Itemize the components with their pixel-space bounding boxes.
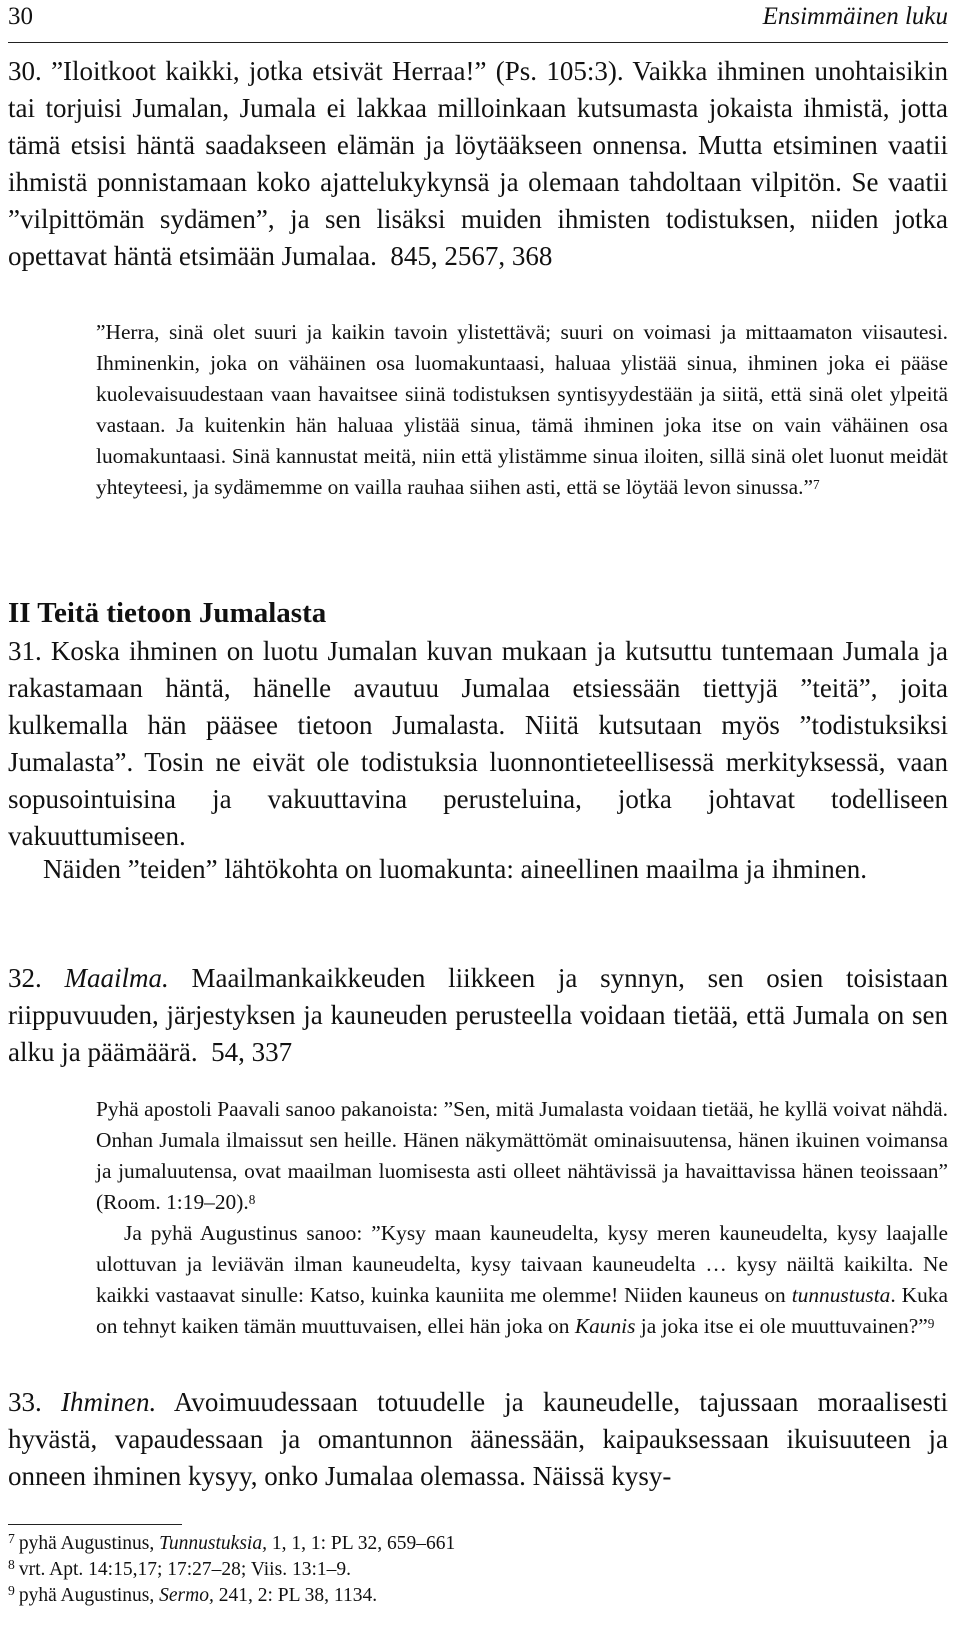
paragraph-33-number: 33. (8, 1387, 42, 1417)
paragraph-30-text: 30. ”Iloitkoot kaikki, jotka etsivät Herraa!” (Ps. 105:3). Vaikka ihminen unohtaisikin tai torjuisi Jumalan, Jumala ei lakkaa milloinkaan kutsumasta jokaista ihmistä, jotta tämä etsisi häntä saadakseen elämän ja löytääkseen onnensa. Mutta etsiminen vaatii ihmistä ponnistamaan koko ajattelukykynsä ja olemaan tahdoltaan vilpitön. Se vaatii ”vilpittömän sydämen”, ja sen lisäksi muiden ihmisten todistuksen, niiden jotka opettavat häntä etsimään Jumalaa. (8, 56, 948, 271)
running-header (8, 0, 948, 43)
chapter-title: Ensimmäinen luku (762, 3, 948, 30)
paragraph-32-number: 32. (8, 963, 42, 993)
footnote-text-end: 241, 2: PL 38, 1134. (218, 1585, 378, 1606)
page-number: 30 (8, 3, 33, 30)
quote-32-augustine (96, 1218, 948, 1342)
footnote-number: 7 (8, 1530, 15, 1546)
paragraph-32-refs: 54, 337 (211, 1037, 293, 1067)
quote-32-paul-text: Pyhä apostoli Paavali sanoo pakanoista: ”Sen, mitä Jumalasta voidaan tietää, he kyllä voivat nähdä. Onhan Jumala ilmaissut sen heille. Hänen näkymättömät ominaisuutensa, hänen ikuinen voimansa ja jumaluutensa, ovat maailman luomisesta asti olleet nähtävissä ja havaittavissa hänen teoissaan” (Room. 1:19–20). (96, 1097, 948, 1214)
paragraph-30-refs: 845, 2567, 368 (390, 241, 553, 271)
footnote-text: pyhä Augustinus, (18, 1533, 155, 1554)
paragraph-31-continued: Näiden ”teiden” lähtökohta on luomakunta: aineellinen maailma ja ihminen. (43, 854, 867, 884)
footnote-mark-9: 9 (927, 1316, 935, 1332)
quote-32-augustine-italic-1: tunnustusta (791, 1283, 891, 1307)
quote-32-augustine-text-2: . Kuka on tehnyt kaiken tämän muuttuvaisen, ellei hän joka on (96, 1283, 948, 1338)
quote-32-paul (96, 1094, 948, 1218)
paragraph-32 (8, 960, 948, 1071)
footnote-mark-8: 8 (248, 1192, 256, 1208)
paragraph-33-text: Avoimuudessaan totuudelle ja kauneudelle, tajussaan moraalisesti hyvästä, vapaudessaan ja omantunnon äänessään, kaipauksessaan ikuisuuteen ja onneen ihminen kysyy, onko Jumalaa olemassa. Näissä kysy- (8, 1387, 949, 1491)
paragraph-31: 31. Koska ihminen on luotu Jumalan kuvan mukaan ja kutsuttu tuntemaan Jumala ja rakastamaan häntä, hänelle avautuu Jumalaa etsiessään tiettyjä ”teitä”, joita kulkemalla hän pääsee tietoon Jumalasta. Niitä kutsutaan myös ”todistuksiksi Jumalasta”. Tosin ne eivät ole todistuksia luonnontieteellisessä merkityksessä, vaan sopusointuisina ja vakuuttavina perusteluina, jotka johtavat todelliseen vakuuttumiseen. (8, 636, 948, 851)
footnote-text-end: 1, 1, 1: PL 32, 659–661 (271, 1533, 456, 1554)
quote-30-text: ”Herra, sinä olet suuri ja kaikin tavoin ylistettävä; suuri on voimasi ja mittaamaton viisautesi. Ihminenkin, joka on vähäinen osa luomakuntaasi, haluaa ylistää sinua, ihminen joka ei pääse kuolevaisuudestaan vaan havaitsee siinä todistuksen syntisyydestään ja siitä, että sinä olet ylpeitä vastaan. Ja kuitenkin hän haluaa ylistää sinua, tämä ihminen joka itse on vain vähäinen osa luomakuntaasi. Sinä kannustat meitä, niin että ylistämme sinua iloiten, sillä sinä olet luonut meidät yhteyteesi, ja sydämemme on vailla rauhaa siihen asti, että se löytää levon sinussa.” (96, 320, 948, 499)
paragraph-33 (8, 1384, 948, 1495)
footnote-number: 9 (8, 1582, 15, 1598)
footnote-text: vrt. Apt. 14:15,17; 17:27–28; Viis. 13:1–9. (18, 1559, 351, 1580)
footnote-text: pyhä Augustinus, (18, 1585, 155, 1606)
book-page (8, 0, 948, 1646)
footnote-mark-7: 7 (812, 477, 820, 493)
footnote-number: 8 (8, 1556, 15, 1572)
footnote-italic: Sermo, (159, 1585, 214, 1606)
footnote-italic: Tunnustuksia, (159, 1533, 267, 1554)
footnote-divider (8, 1524, 182, 1525)
quote-32-augustine-text-1: Ja pyhä Augustinus sanoo: ”Kysy maan kauneudelta, kysy meren kauneudelta, kysy laajalle ulottuvan ja leviävän ilman kauneudelta, kysy taivaan kauneudelta … kysy näiltä kaikilta. Ne kaikki vastaavat sinulle: Katso, kuinka kauniita me olemme! Niiden kauneus on (96, 1221, 948, 1307)
section-heading: II Teitä tietoon Jumalasta (8, 597, 327, 629)
paragraph-32-text: Maailmankaikkeuden liikkeen ja synnyn, sen osien toisistaan riippuvuuden, järjestyksen ja kauneuden perusteella voidaan tietää, että Jumala on sen alku ja päämäärä. (8, 963, 949, 1067)
footnote-7 (8, 1531, 948, 1557)
paragraph-33-title: Ihminen. (60, 1387, 157, 1417)
paragraph-30 (8, 53, 948, 275)
footnotes (8, 1531, 948, 1609)
footnote-9 (8, 1583, 948, 1609)
footnote-8 (8, 1557, 948, 1583)
paragraph-32-title: Maailma. (64, 963, 169, 993)
quote-30 (96, 317, 948, 503)
quote-32-augustine-italic-2: Kaunis (574, 1314, 636, 1338)
quote-32-augustine-text-3: ja joka itse ei ole muuttuvainen?” (640, 1314, 928, 1338)
